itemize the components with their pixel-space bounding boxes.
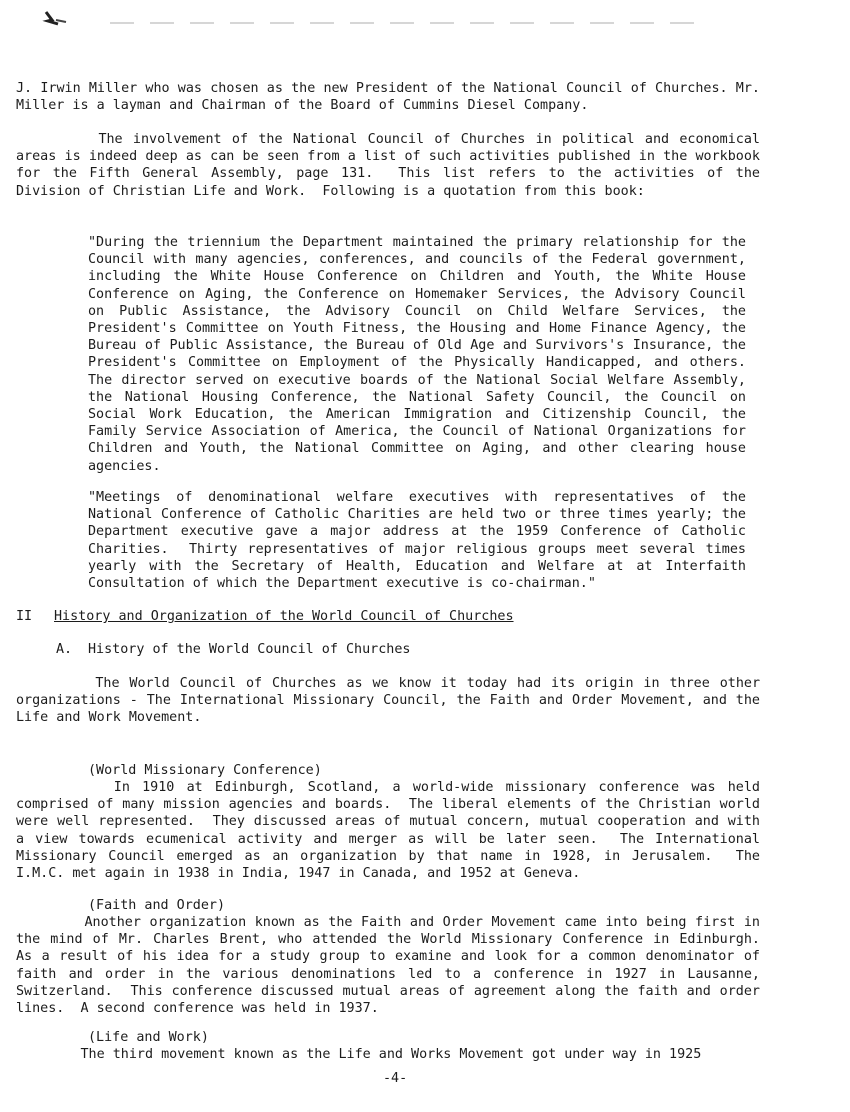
- subsection-letter: A.: [56, 642, 73, 657]
- paragraph-5: Another organization known as the Faith and Order Movement came into being first in the mind of Mr. Charles Brent, who attended the World Missionary Conference in Edinburgh. As a result of his idea for a study group to examine and look for a common denominator of faith and order in the various denominations led to a conference in 1927 in Lausanne, Switzerland. This conference discussed mutual areas of agreement along the faith and order lines. A second conference was held in 1937.: [16, 915, 777, 1017]
- section-title: History and Organization of the World Council of Churches: [54, 609, 514, 624]
- scan-artifact-line: [110, 22, 710, 24]
- paragraph-3: The World Council of Churches as we know it today had its origin in three other organizations - The International Missionary Council, the Faith and Order Movement, and the Life and Work Movement.: [16, 676, 769, 726]
- label-world-missionary-conference: (World Missionary Conference): [88, 763, 322, 778]
- paragraph-4: In 1910 at Edinburgh, Scotland, a world-wide missionary conference was held comprised of many mission agencies and boards. The liberal elements of the Christian world were well represented. They discussed areas of mutual concern, mutual cooperation and with a view towards ecumenical activity and merger as will be later seen. The International Missionary Council emerged as an organization by that name in 1928, in Jerusalem. The I.M.C. met again in 1938 in India, 1947 in Canada, and 1952 at Geneva.: [16, 780, 769, 882]
- subsection-title: History of the World Council of Churches: [88, 642, 411, 657]
- quotation-2: "Meetings of denominational welfare executives with representatives of the National Conference of Catholic Charities are held two or three times yearly; the Department executive gave a major address at the 1959 Conference of Catholic Charities. Thirty representatives of major religious groups meet several times yearly with the Secretary of Health, Education and Welfare at at Interfaith Consultation of which the Department executive is co-chairman.": [88, 490, 755, 592]
- label-faith-and-order: (Faith and Order): [88, 898, 226, 913]
- section-number: II: [16, 609, 33, 624]
- section-heading: [16, 608, 514, 625]
- paragraph-1: J. Irwin Miller who was chosen as the new President of the National Council of Churches. Mr. Miller is a layman and Chairman of the Board of Cummins Diesel Company.: [16, 81, 769, 114]
- quotation-1: "During the triennium the Department maintained the primary relationship for the Council with many agencies, conferences, and councils of the Federal government, including the White House Conference on Children and Youth, the White House Conference on Aging, the Conference on Homemaker Services, the Advisory Council on Public Assistance, the Advisory Council on Child Welfare Services, the President's Committee on Youth Fitness, the Housing and Home Finance Agency, the Bureau of Public Assistance, the Bureau of Old Age and Survivors's Insurance, the President's Committee on Employment of the Physically Handicapped, and others. The director served on executive boards of the National Social Welfare Assembly, the National Housing Conference, the National Safety Council, the Council on Social Work Education, the American Immigration and Citizenship Council, the Family Service Association of America, the Council of National Organizations for Children and Youth, the National Committee on Aging, and other clearing house agencies.: [88, 235, 763, 474]
- paragraph-6: The third movement known as the Life and Works Movement got under way in 1925: [16, 1047, 702, 1062]
- scan-mark-icon: [38, 6, 78, 46]
- subsection-heading: [56, 641, 410, 658]
- paragraph-2: The involvement of the National Council of Churches in political and economical areas is indeed deep as can be seen from a list of such activities published in the workbook for the Fifth General Assembly, page 131. This list refers to the activities of the Division of Christian Life and Work. Following is a quotation from this book:: [16, 132, 769, 199]
- page-number: -4-: [383, 1071, 408, 1086]
- label-life-and-work: (Life and Work): [88, 1030, 209, 1045]
